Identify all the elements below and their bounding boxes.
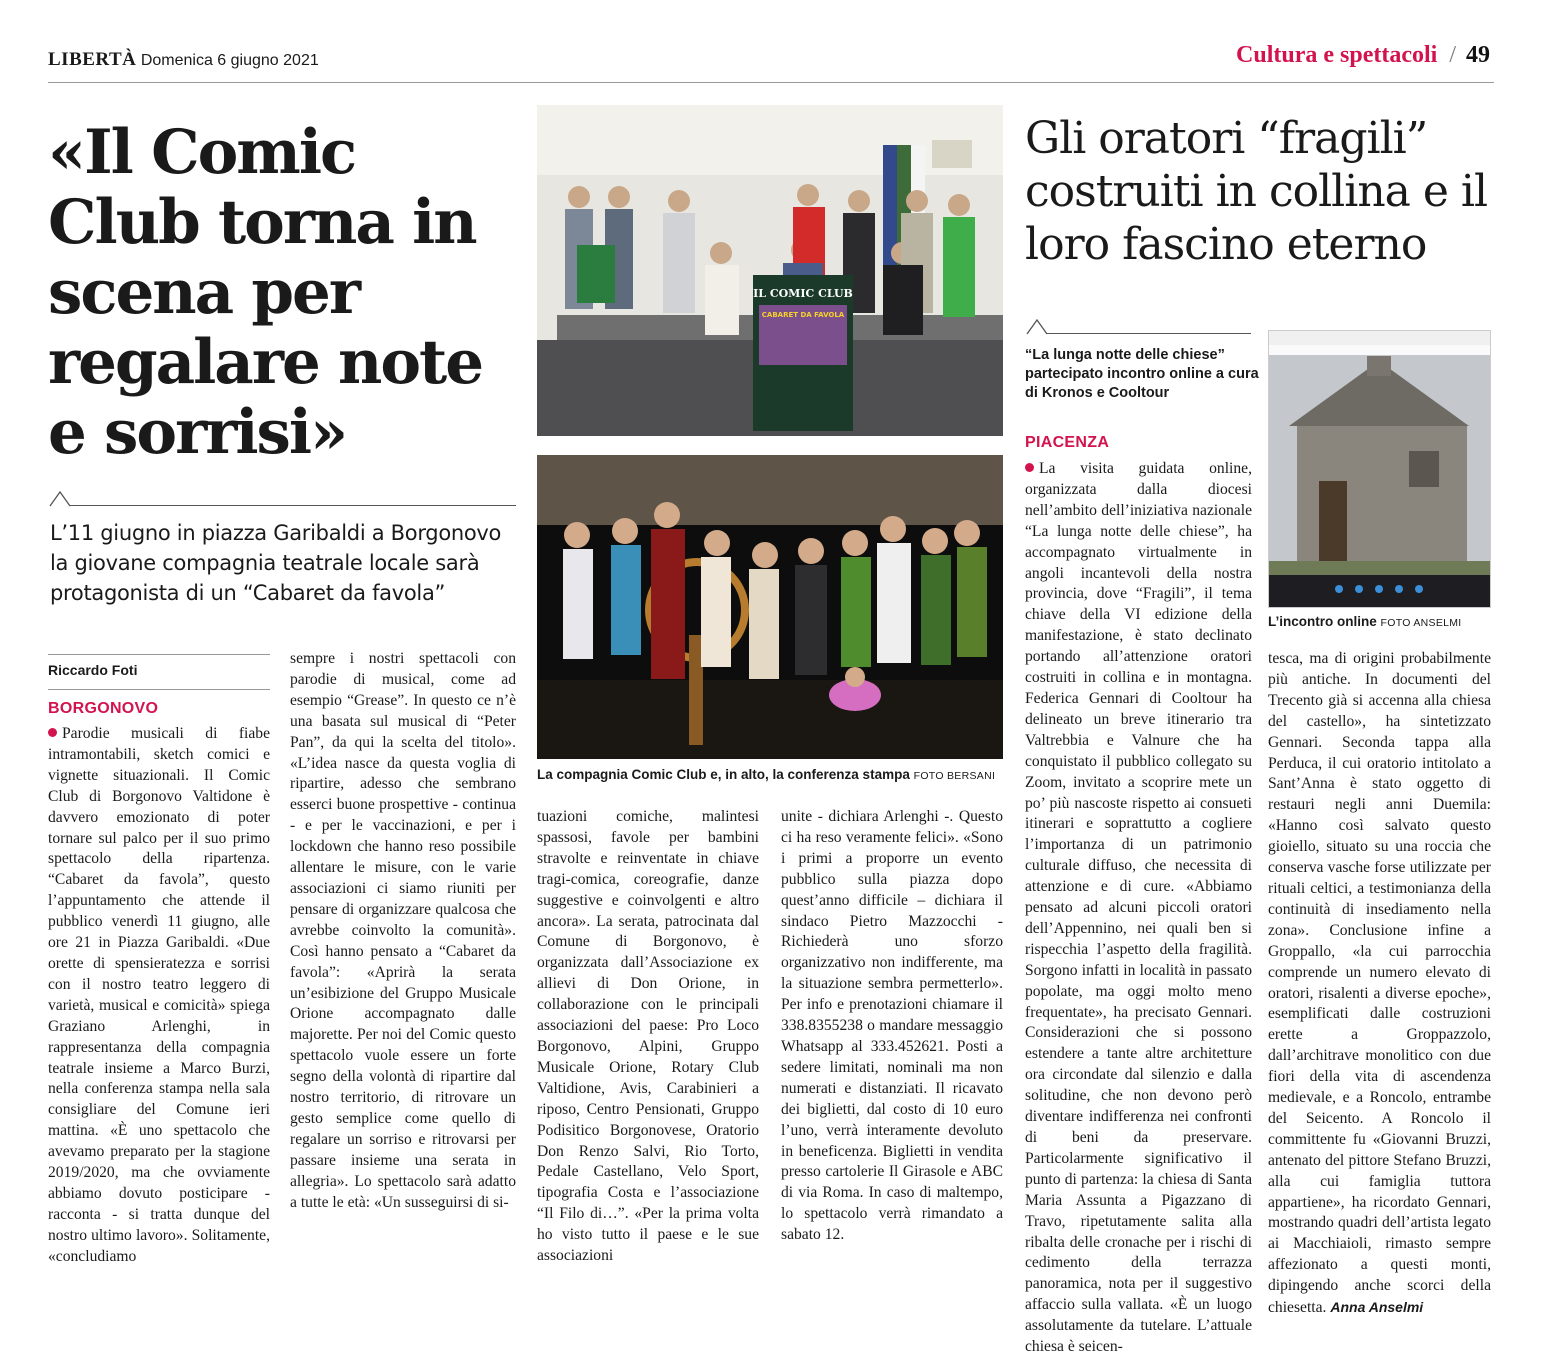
article1-col1-text: Parodie musicali di fiabe intramontabili, sketch comici e vignette situazionali. Il Comic Club di Borgonovo Valtidone è davvero emozionato di poter tornare sul palco per il suo primo spettacolo della ripartenza. “Cabaret da favola”, questo l’appuntamento che attende il pubblico venerdì 11 giugno, alle ore 21 in Piazza Garibaldi. «Due orette di spensieratezza e sorrisi con il nostro teatro leggero di varietà, musical e comicità» spiega Graziano Arlenghi, in rappresentanza della compagnia teatrale insieme a Marco Burzi, nella conferenza stampa nella sala consigliare del Comune ieri mattina. «È uno spettacolo che avevamo preparato per la stagione 2019/2020, ma che ovviamente abbiamo dovuto posticipare - racconta - si tratta dunque del nostro ultimo lavoro». Solitamente, «concludiamo bbox=[48, 725, 270, 1265]
section-name: Cultura e spettacoli bbox=[1236, 42, 1438, 68]
article2-caption-text: L’incontro online bbox=[1268, 614, 1377, 629]
top-rule bbox=[48, 82, 1494, 83]
deck-rule bbox=[70, 505, 516, 506]
byline: Riccardo Foti bbox=[48, 662, 138, 678]
church-image bbox=[1269, 331, 1491, 608]
article1-column-4 bbox=[781, 807, 1003, 1246]
press-conference-photo bbox=[537, 105, 1003, 436]
article1-column-2 bbox=[290, 649, 516, 1213]
article2-col2-text: tesca, ma di origini probabilmente più antiche. In documenti del Trecento già si accenna alla chiesa del castello», ha sintetizzato Gennari. Seconda tappa alla Perduca, il cui oratorio intitolato a Sant’Anna è stato oggetto di restauri negli anni Duemila: «Hanno così salvato questo gioiello, situato su una roccia che conserva vasche forse utilizzate per rituali celtici, a testimonianza della continuità di insediamento nella zona». Conclusione infine a Groppallo, «la cui parrocchia comprende un numero elevato di oratori, risalenti a diverse epoche», esemplificati dalle costruzioni erette a Groppazzolo, dall’architrave monolitico con due fiori della vita di ascendenza medievale, e a Roncolo, entrambe del Seicento. A Roncolo il committente fu «Giovanni Bruzzi, antenato del pittore Stefano Bruzzi, alla cui famiglia tuttora appartiene», ha ricordato Gennari, mostrando quadri dell’artista legato ai Macchiaioli, rimasto sempre affezionato a questi monti, dipingendo anche scorci della chiesetta. bbox=[1268, 650, 1491, 1317]
poster-title: IL COMIC CLUB bbox=[753, 287, 853, 300]
section-header bbox=[1236, 42, 1490, 69]
page-number: 49 bbox=[1466, 42, 1490, 68]
masthead bbox=[48, 49, 319, 71]
article2-location: PIACENZA bbox=[1025, 434, 1110, 451]
article1-col2-text: sempre i nostri spettacoli con parodie di musical, come ad esempio “Grease”. In questo ce n’è una basata sul musical di “Peter Pan”, da qui la scelta del titolo». «L’idea nasce da questa voglia di ripartire, adesso che sembrano esserci buone prospettive - continua - e per le vaccinazioni, e per i lockdown che hanno reso possibile allentare le misure, con le varie associazioni ci siamo riuniti per pensare di organizzare qualcosa che avrebbe coinvolto la comunità». Così hanno pensato a “Cabaret da favola”: «Aprirà la serata un’esibizione del Gruppo Musicale Orione accompagnato dalle majorette. Per noi del Comic questo spettacolo vuole essere un forte segno della volontà di ripartire dal nostro territorio, di ritrovare un gesto semplice come quello di regalare un sorriso e ritrovarsi per passare insieme una serata in allegria». Lo spettacolo sarà adatto a tutte le età: «Un susseguirsi di si- bbox=[290, 650, 516, 1211]
article1-column-3 bbox=[537, 807, 759, 1267]
bullet-icon-2 bbox=[1025, 463, 1034, 472]
article2-column-1 bbox=[1025, 459, 1252, 1358]
article1-caption bbox=[537, 767, 995, 782]
article1-deck: L’11 giugno in piazza Garibaldi a Borgonovo la giovane compagnia teatrale locale sarà protagonista di un “Cabaret da favola” bbox=[50, 521, 502, 605]
article2-column-2 bbox=[1268, 649, 1491, 1319]
online-meeting-photo bbox=[1268, 330, 1491, 608]
article2-deck: “La lunga notte delle chiese” partecipato incontro online a cura di Kronos e Cooltour bbox=[1025, 347, 1259, 401]
byline-rule-top bbox=[48, 654, 270, 655]
bullet-icon bbox=[48, 728, 57, 737]
article1-col3-text: tuazioni comiche, malintesi spassosi, favole per bambini stravolte e reinventate in chiave tragi-comica, coreografie, danze suggestive e coinvolgenti e altro ancora». La serata, patrocinata dal Comune di Borgonovo, è organizzata dall’Associazione ex allievi di Don Orione, in collaborazione con le principali associazioni del paese: Pro Loco Borgonovo, Alpini, Gruppo Musicale Orione, Rotary Club Valtidione, Avis, Carabinieri a riposo, Centro Pensionati, Gruppo Podisitico Borgonovese, Oratorio Don Renzo Salvi, Rio Torto, Pedale Castellano, Velo Sport, tipografia Costa e l’associazione “Il Filo di…”. «Per la prima volta ho visto tutto il paese e le sue associazioni bbox=[537, 808, 759, 1265]
article1-caption-text: La compagnia Comic Club e, in alto, la conferenza stampa bbox=[537, 767, 910, 782]
article1-location: BORGONOVO bbox=[48, 700, 159, 717]
poster-subtitle: CABARET DA FAVOLA bbox=[761, 311, 845, 319]
article2-headline: Gli oratori “fragili” costruiti in collina e il loro fascino eterno bbox=[1025, 113, 1488, 270]
article2-signature: Anna Anselmi bbox=[1330, 1299, 1424, 1316]
newspaper-logo: LIBERTÀ bbox=[48, 49, 137, 70]
stage-company-photo bbox=[537, 455, 1003, 759]
article1-col4-text: unite - dichiara Arlenghi -. Questo ci ha reso veramente felici». «Sono i primi a proporre un evento pubblico sulla piazza dopo quest’anno difficile – dichiara il sindaco Pietro Mazzocchi - Richiederà uno sforzo organizzativo non indifferente, ma la situazione sembra permetterlo». Per info e prenotazioni chiamare il 338.8355238 o mandare messaggio Whatsapp al 333.452621. Posti a sedere limitati, nominali ma non numerati e distanziati. Il ricavato dei biglietti, dal costo di 10 euro l’uno, verrà interamente devoluto in beneficenza. Biglietti in vendita presso cartolerie Il Girasole e ABC di via Roma. In caso di maltempo, lo spettacolo verrà rimandato a sabato 12. bbox=[781, 808, 1003, 1244]
article1-column-1 bbox=[48, 724, 270, 1268]
article2-caption bbox=[1268, 614, 1462, 629]
article2-photo-credit: FOTO ANSELMI bbox=[1380, 617, 1462, 629]
press-conference-image bbox=[537, 105, 1003, 436]
slash-divider: / bbox=[1449, 42, 1456, 68]
article2-col1-text: La visita guidata online, organizzata dalla diocesi nell’ambito dell’iniziativa nazionale “La lunga notte delle chiese”, ha accompagnato virtualmente in angoli incantevoli della nostra provincia, dove “Fragili”, il tema chiave della VI edizione della manifestazione, è stato declinato portando all’attenzione oratori costruiti in collina e in montagna. Federica Gennari di Cooltour ha delineato un breve itinerario tra Valtrebbia e Valnure che ha conquistato il pubblico collegato su Zoom, invitato a scoprire mete un po’ più nascoste rispetto ai consueti itinerari e soprattutto a cogliere l’importanza di un patrimonio culturale diffuso, che necessita di attenzione e di cure. «Abbiamo pensato ad alcuni piccoli oratori dell’Appennino, nei quali ben si rispecchia l’aspetto della fragilità. Sorgono infatti in località in passato popolate, ma oggi molto meno frequentate», ha precisato Gennari. Considerazioni che si possono estendere a tante altre architetture ora circondate dal silenzio e dalla solitudine, che non devono però diventare indifferenza nei confronti di beni da preservare. Particolarmente significativo il punto di partenza: la chiesa di Santa Maria Assunta a Pigazzano di Travo, ripetutamente salita alla ribalta delle cronache per i rischi di cedimento della terrazza panoramica, nota per il suggestivo affaccio sulla vallata. «È un luogo assolutamente da tutelare. L’attuale chiesa è seicen- bbox=[1025, 460, 1252, 1356]
deck-rule-2 bbox=[1047, 333, 1251, 334]
article1-headline: «Il Comic Club torna in scena per regalare note e sorrisi» bbox=[48, 117, 483, 468]
byline-rule-bottom bbox=[48, 689, 270, 690]
issue-date: Domenica 6 giugno 2021 bbox=[140, 52, 319, 69]
stage-company-image bbox=[537, 455, 1003, 759]
article1-photo-credit: FOTO BERSANI bbox=[913, 770, 996, 782]
